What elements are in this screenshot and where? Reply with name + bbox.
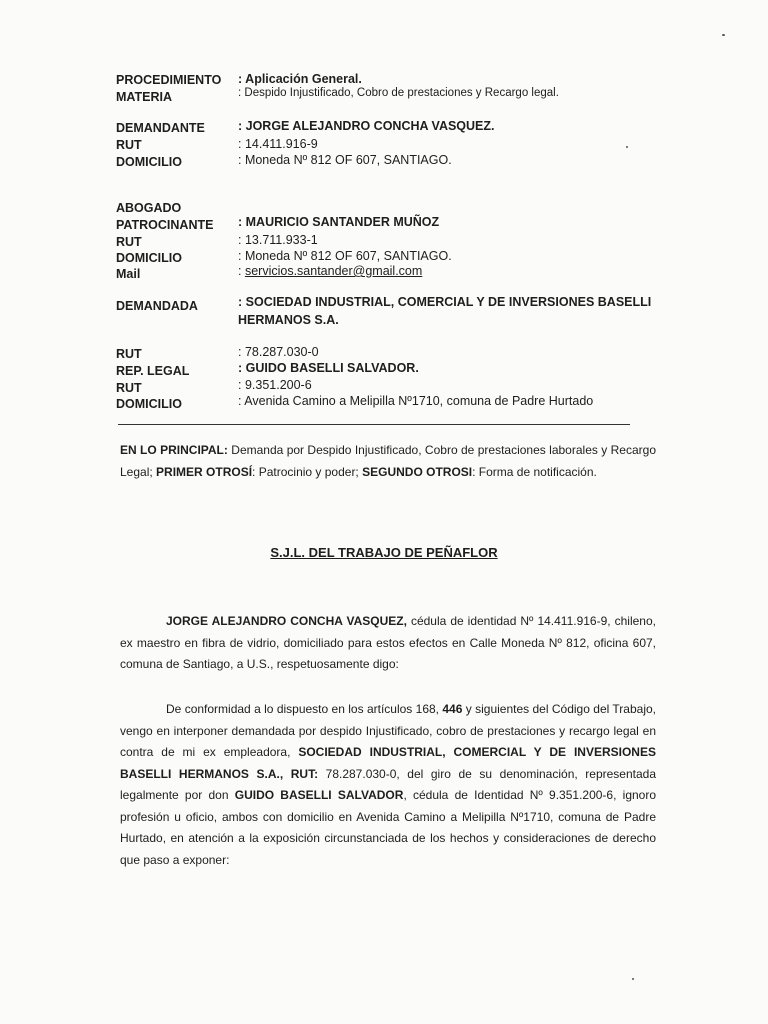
body-paragraph-1 <box>120 611 656 676</box>
demandada-label: DEMANDADA <box>116 299 198 313</box>
body-paragraph-1-text: cédula de identidad Nº 14.411.916-9, chileno, ex maestro en fibra de vidrio, domiciliado para estos efectos en Calle Moneda Nº 812, oficina 607, comuna de Santiago, a U.S., respetuosamente digo: <box>120 614 656 671</box>
demandada-domicilio-label: DOMICILIO <box>116 397 182 411</box>
abogado-domicilio-label: DOMICILIO <box>116 251 182 265</box>
rep-legal-label: REP. LEGAL <box>116 364 190 378</box>
p2-bold-2: SOCIEDAD INDUSTRIAL, COMERCIAL Y DE INVERSIONES BASELLI HERMANOS S.A., RUT: <box>120 745 656 781</box>
primer-otrosi: PRIMER OTROSÍ <box>156 464 253 479</box>
demandada-value-line2: HERMANOS S.A. <box>238 313 339 327</box>
en-lo-principal: EN LO PRINCIPAL: <box>120 443 228 457</box>
materia-value: : Despido Injustificado, Cobro de prestaciones y Recargo legal. <box>238 87 559 99</box>
p2-text-3: 78.287.030-0, del giro de su denominación, representada legalmente por don <box>120 766 656 802</box>
demandada-rut-value: : 78.287.030-0 <box>238 345 319 359</box>
demandada-value-line1: : SOCIEDAD INDUSTRIAL, COMERCIAL Y DE INVERSIONES BASELLI <box>238 295 652 309</box>
summary-text-2: : Patrocinio y poder; <box>252 464 363 479</box>
summary-paragraph <box>120 440 656 483</box>
abogado-value: : MAURICIO SANTANDER MUÑOZ <box>238 215 440 229</box>
scan-speck <box>626 146 628 148</box>
p2-text-4: , cédula de Identidad Nº 9.351.200-6, ignoro profesión u oficio, ambos con domicilio en Avenida Camino a Melipilla Nº1710, comuna de Padre Hurtado, en atención a la exposición circunstanciada de los hechos y consideraciones de derecho que paso a exponer: <box>120 788 657 867</box>
mail-prefix: : <box>238 264 245 278</box>
procedimiento-label: PROCEDIMIENTO <box>116 73 222 87</box>
scan-speck <box>722 34 725 36</box>
demandante-value: : JORGE ALEJANDRO CONCHA VASQUEZ. <box>238 119 495 133</box>
demandante-domicilio-value: : Moneda Nº 812 OF 607, SANTIAGO. <box>238 153 452 167</box>
abogado-label: ABOGADO <box>116 201 182 215</box>
demandante-domicilio-label: DOMICILIO <box>116 155 182 169</box>
rep-rut-value: : 9.351.200-6 <box>238 378 312 392</box>
summary-text-3: : Forma de notificación. <box>472 464 597 479</box>
segundo-otrosi: SEGUNDO OTROSI <box>362 464 473 479</box>
body-paragraph-2 <box>120 699 656 871</box>
court-heading: S.J.L. DEL TRABAJO DE PEÑAFLOR <box>270 545 498 560</box>
mail-label: Mail <box>116 267 141 281</box>
p2-text-1: De conformidad a lo dispuesto en los artículos 168, <box>166 702 443 716</box>
mail-link[interactable]: servicios.santander@gmail.com <box>244 264 423 278</box>
mail-value <box>238 263 422 279</box>
abogado-rut-label: RUT <box>116 235 142 249</box>
abogado-domicilio-value: : Moneda Nº 812 OF 607, SANTIAGO. <box>238 249 452 263</box>
procedimiento-value: : Aplicación General. <box>238 72 362 86</box>
p2-bold-3: GUIDO BASELLI SALVADOR <box>234 788 404 802</box>
demandante-label: DEMANDANTE <box>116 121 205 135</box>
demandante-rut-label: RUT <box>116 138 142 152</box>
plaintiff-name: JORGE ALEJANDRO CONCHA VASQUEZ, <box>166 614 407 628</box>
demandante-rut-value: : 14.411.916-9 <box>238 137 318 151</box>
separator-line <box>118 424 630 425</box>
summary-text-1: Demanda por Despido Injustificado, Cobro de prestaciones laborales y Recargo Legal; <box>120 443 656 479</box>
p2-bold-1: 446 <box>442 702 463 716</box>
rep-rut-label: RUT <box>116 381 142 395</box>
abogado-rut-value: : 13.711.933-1 <box>238 233 318 247</box>
materia-label: MATERIA <box>116 90 173 104</box>
scan-speck <box>632 978 634 980</box>
rep-legal-value: : GUIDO BASELLI SALVADOR. <box>238 361 419 375</box>
demandada-domicilio-value: : Avenida Camino a Melipilla Nº1710, comuna de Padre Hurtado <box>238 394 594 408</box>
p2-text-2: y siguientes del Código del Trabajo, vengo en interponer demandada por despido Injustificado, cobro de prestaciones y recargo legal en contra de mi ex empleadora, <box>120 702 656 759</box>
demandada-rut-label: RUT <box>116 347 142 361</box>
patrocinante-label: PATROCINANTE <box>116 218 214 232</box>
